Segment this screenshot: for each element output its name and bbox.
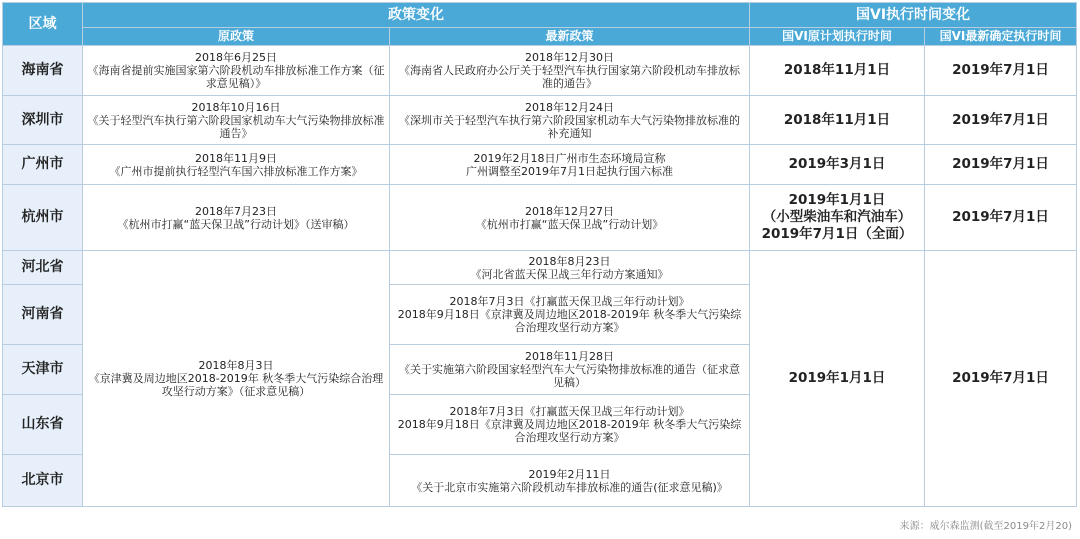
policy-date: 2018年8月23日: [528, 254, 611, 268]
latest-policy-cell: [390, 185, 750, 251]
latest-policy-cell: [390, 145, 750, 185]
original-policy-cell: [83, 96, 390, 145]
latest-policy-cell: [390, 395, 750, 455]
gv-original-time-header: 国VI原计划执行时间: [750, 28, 925, 46]
latest-policy-cell: [390, 96, 750, 145]
latest-policy-cell: [390, 251, 750, 285]
region-cell: 天津市: [3, 345, 83, 395]
region-cell: 山东省: [3, 395, 83, 455]
policy-title: 广州调整至2019年7月1日起执行国六标准: [466, 164, 673, 178]
policy-table: [2, 2, 1077, 507]
gv-date: 2019年3月1日: [788, 156, 886, 172]
gv-date: 2019年7月1日（全面）: [761, 226, 913, 242]
latest-policy-header: 最新政策: [390, 28, 750, 46]
gv-latest-time-cell-merged: 2019年7月1日: [925, 251, 1077, 507]
gv-latest-time-cell: 2019年7月1日: [925, 46, 1077, 96]
region-cell: 海南省: [3, 46, 83, 96]
policy-change-header: 政策变化: [83, 3, 750, 28]
gv-latest-time-cell: 2019年7月1日: [925, 185, 1077, 251]
policy-title: 《关于轻型汽车执行第六阶段国家机动车大气污染物排放标准通告》: [87, 113, 385, 140]
region-cell: 广州市: [3, 145, 83, 185]
gv-original-time-cell: [750, 46, 925, 96]
policy-date: 2018年7月3日《打赢蓝天保卫战三年行动计划》: [449, 295, 690, 308]
original-policy-cell: [83, 145, 390, 185]
policy-title: 《关于实施第六阶段国家轻型汽车大气污染物排放标准的通告（征求意见稿）: [399, 363, 740, 389]
region-cell: 深圳市: [3, 96, 83, 145]
policy-title: 2018年9月18日《京津冀及周边地区2018-2019年 秋冬季大气污染综合治理攻坚行动方案》: [397, 418, 742, 444]
policy-date: 2018年8月3日: [198, 359, 274, 372]
policy-title: 《河北省蓝天保卫战三年行动方案通知》: [470, 267, 669, 281]
policy-date: 2019年2月18日广州市生态环境局宣称: [473, 151, 666, 165]
policy-title: 《杭州市打赢“蓝天保卫战”行动计划》: [475, 217, 664, 231]
policy-title: 《京津冀及周边地区2018-2019年 秋冬季大气污染综合治理攻坚行动方案》（征求意见稿）: [88, 372, 384, 398]
gv-original-time-cell-merged: 2019年1月1日: [750, 251, 925, 507]
gv-latest-time-cell: 2019年7月1日: [925, 96, 1077, 145]
policy-title: 《广州市提前执行轻型汽车国六排放标准工作方案》: [109, 164, 363, 178]
latest-policy-cell: [390, 285, 750, 345]
table-row: [3, 185, 1077, 251]
policy-date: 2018年11月28日: [525, 350, 614, 363]
policy-title: 《深圳市关于轻型汽车执行第六阶段国家机动车大气污染物排放标准的补充通知: [399, 113, 740, 140]
gv-original-time-cell: [750, 145, 925, 185]
gv-latest-time-cell: 2019年7月1日: [925, 145, 1077, 185]
gv-date: 2018年11月1日: [783, 62, 891, 78]
region-cell: 北京市: [3, 455, 83, 507]
original-policy-cell: [83, 46, 390, 96]
table-row: [3, 145, 1077, 185]
policy-title: 《杭州市打赢“蓝天保卫战”行动计划》（送审稿）: [117, 217, 355, 231]
policy-date: 2018年12月24日: [525, 100, 614, 114]
latest-policy-cell: [390, 345, 750, 395]
table-row: [3, 251, 1077, 285]
source-note: 来源：威尔森监测(截至2019年2月20): [899, 521, 1072, 532]
gv-date: 2019年1月1日: [788, 192, 886, 208]
policy-title: 《海南省提前实施国家第六阶段机动车排放标准工作方案（征求意见稿）》: [87, 64, 385, 90]
region-cell: 杭州市: [3, 185, 83, 251]
gv-date-note: （小型柴油车和汽油车）: [762, 209, 912, 225]
policy-date: 2018年6月25日: [195, 51, 277, 64]
original-policy-cell-merged: [83, 251, 390, 507]
policy-date: 2018年11月9日: [195, 151, 277, 165]
policy-title: 《关于北京市实施第六阶段机动车排放标准的通告(征求意见稿)》: [411, 480, 728, 494]
policy-title: 2018年9月18日《京津冀及周边地区2018-2019年 秋冬季大气污染综合治理攻坚行动方案》: [397, 308, 742, 334]
gv-change-header: 国VI执行时间变化: [750, 3, 1077, 28]
original-policy-cell: [83, 185, 390, 251]
policy-table-container: [2, 2, 1076, 507]
policy-date: 2018年7月23日: [195, 204, 277, 218]
latest-policy-cell: [390, 46, 750, 96]
policy-date: 2018年7月3日《打赢蓝天保卫战三年行动计划》: [449, 405, 690, 418]
policy-date: 2019年2月11日: [528, 467, 611, 481]
policy-date: 2018年10月16日: [191, 100, 281, 114]
table-row: [3, 46, 1077, 96]
gv-latest-time-header: 国VI最新确定执行时间: [925, 28, 1077, 46]
region-header: 区域: [3, 3, 83, 46]
gv-original-time-cell: [750, 185, 925, 251]
policy-date: 2018年12月27日: [525, 204, 614, 218]
region-cell: 河南省: [3, 285, 83, 345]
policy-title: 《海南省人民政府办公厅关于轻型汽车执行国家第六阶段机动车排放标准的通告》: [399, 64, 740, 90]
policy-date: 2018年12月30日: [525, 51, 614, 64]
gv-date: 2018年11月1日: [783, 111, 891, 128]
latest-policy-cell: [390, 455, 750, 507]
region-cell: 河北省: [3, 251, 83, 285]
table-row: [3, 96, 1077, 145]
original-policy-header: 原政策: [83, 28, 390, 46]
gv-original-time-cell: [750, 96, 925, 145]
